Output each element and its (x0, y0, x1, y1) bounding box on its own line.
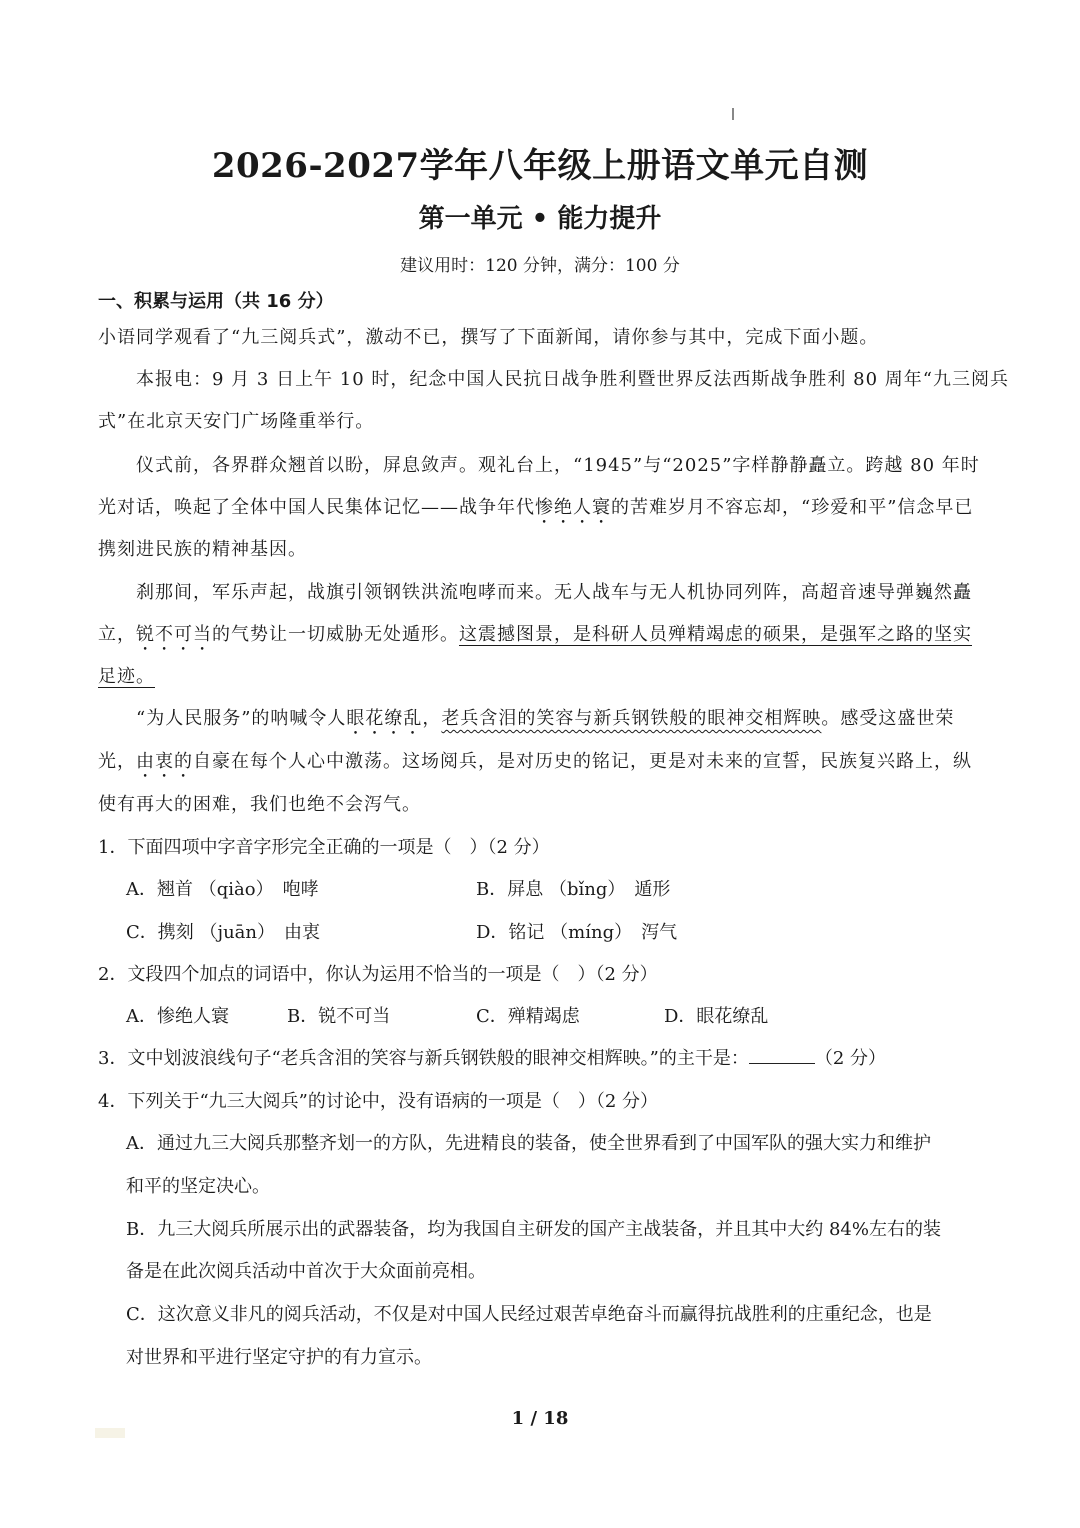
dotted-word: 锐不可当 (136, 624, 212, 645)
intro-text: 小语同学观看了“九三阅兵式”，激动不已，撰写了下面新闻，请你参与其中，完成下面小题。 (98, 327, 879, 348)
text-segment: 。感受这盛世荣 (821, 708, 955, 729)
exam-meta: 建议用时：120 分钟，满分：100 分 (400, 256, 680, 276)
text-segment: 光， (98, 751, 136, 772)
news-paragraph-4-line (136, 704, 954, 739)
option-a: A．惨绝人寰 (126, 1006, 229, 1027)
text-segment: 自豪在每个人心中激荡。这场阅兵，是对历史的铭记，更是对未来的宣誓，民族复兴路上，纵 (193, 751, 972, 772)
question-3 (98, 1044, 886, 1070)
option-b: B．锐不可当 (287, 1006, 391, 1027)
page-subtitle: 第一单元 • 能力提升 (418, 204, 662, 234)
text-segment: 的苦难岁月不容忘却，“珍爱和平”信念早已 (611, 497, 974, 518)
answer-blank[interactable] (749, 1047, 815, 1064)
option-d: D．眼花缭乱 (664, 1006, 769, 1027)
option-a: A．通过九三大阅兵那整齐划一的方队，先进精良的装备，使全世界看到了中国军队的强大实力和维护 (126, 1133, 931, 1154)
option-c: C．殚精竭虑 (476, 1006, 580, 1027)
news-paragraph-3-line (98, 662, 155, 688)
option-a: A．翘首 （qiào） 咆哮 (126, 879, 319, 900)
page-number: 1 / 18 (511, 1408, 569, 1429)
news-paragraph-2-line: 仪式前，各界群众翘首以盼，屏息敛声。观礼台上，“1945”与“2025”字样静静矗立。跨越 80 年时 (136, 455, 980, 476)
news-paragraph-1-line: 本报电：9 月 3 日上午 10 时，纪念中国人民抗日战争胜利暨世界反法西斯战争胜利 80 周年“九三阅兵 (136, 369, 1009, 390)
option-c: C．携刻 （juān） 由衷 (126, 922, 320, 943)
text-segment: “为人民服务”的呐喊令人 (136, 708, 347, 729)
question-1: 1．下面四项中字音字形完全正确的一项是（ ）（2 分） (98, 837, 550, 858)
question-score: （2 分） (814, 1048, 887, 1069)
news-paragraph-4-line: 使有再大的困难，我们也绝不会泻气。 (98, 794, 421, 815)
underlined-sentence: 足迹。 (98, 666, 155, 687)
option-a-cont: 和平的坚定决心。 (126, 1176, 270, 1197)
news-paragraph-2-line: 携刻进民族的精神基因。 (98, 539, 307, 560)
option-b-cont: 备是在此次阅兵活动中首次于大众面前亮相。 (126, 1261, 486, 1282)
news-paragraph-4-line (98, 747, 972, 782)
text-segment: 的气势让一切威胁无处遁形。 (212, 624, 459, 645)
dotted-word: 惨绝人寰 (535, 497, 611, 518)
option-b: B．九三大阅兵所展示出的武器装备，均为我国自主研发的国产主战装备，并且其中大约 84%左右的装 (126, 1219, 941, 1240)
section-heading: 一、积累与运用（共 16 分） (98, 291, 334, 312)
dotted-word: 眼花缭乱 (346, 708, 423, 729)
text-segment: 立， (98, 624, 136, 645)
option-c-cont: 对世界和平进行坚定守护的有力宣示。 (126, 1347, 432, 1368)
wavy-underlined-sentence: 老兵含泪的笑容与新兵钢铁般的眼神交相辉映 (441, 708, 822, 729)
question-text: 3．文中划波浪线句子“老兵含泪的笑容与新兵钢铁般的眼神交相辉映。”的主干是： (98, 1048, 749, 1069)
news-paragraph-3-line: 刹那间，军乐声起，战旗引领钢铁洪流咆哮而来。无人战车与无人机协同列阵，高超音速导弹巍然矗 (136, 582, 972, 603)
option-d: D．铭记 （míng） 泻气 (476, 922, 678, 943)
question-2: 2．文段四个加点的词语中，你认为运用不恰当的一项是（ ）（2 分） (98, 964, 658, 985)
text-segment: ， (422, 708, 442, 729)
option-c: C．这次意义非凡的阅兵活动，不仅是对中国人民经过艰苦卓绝奋斗而赢得抗战胜利的庄重纪念，也是 (126, 1304, 932, 1325)
news-paragraph-1-line: 式”在北京天安门广场隆重举行。 (98, 411, 375, 432)
page-corner-mark (95, 1428, 125, 1438)
news-paragraph-3-line (98, 620, 972, 655)
option-b: B．屏息 （bǐng） 遁形 (476, 879, 671, 900)
scan-mark (732, 108, 734, 120)
dotted-word: 由衷的 (136, 751, 193, 772)
news-paragraph-2-line (98, 493, 973, 528)
underlined-sentence: 这震撼图景，是科研人员殚精竭虑的硕果，是强军之路的坚实 (459, 624, 972, 645)
question-4: 4．下列关于“九三大阅兵”的讨论中，没有语病的一项是（ ）（2 分） (98, 1091, 659, 1112)
page-title: 2026-2027学年八年级上册语文单元自测 (211, 146, 869, 186)
text-segment: 光对话，唤起了全体中国人民集体记忆——战争年代 (98, 497, 535, 518)
